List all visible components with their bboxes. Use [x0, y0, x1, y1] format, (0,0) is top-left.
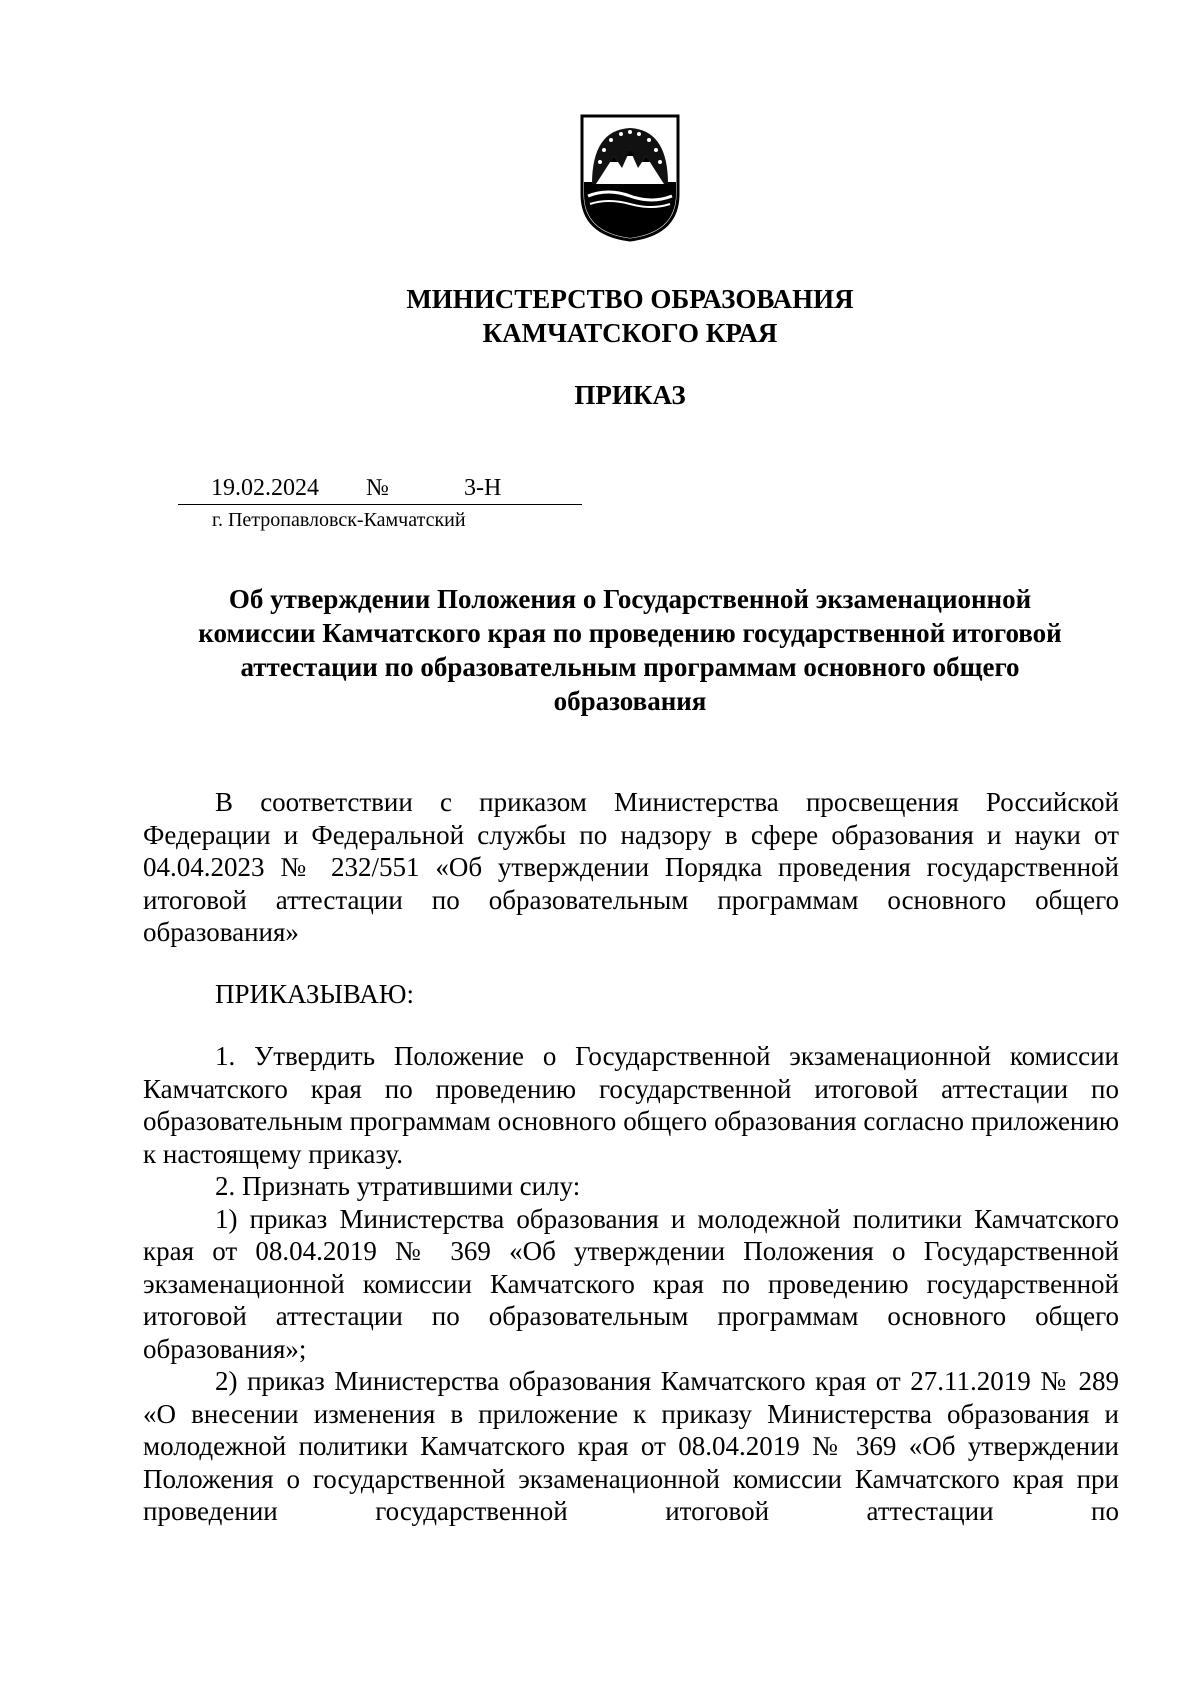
- order-word-block: [143, 978, 1119, 1011]
- item-2-2: 2) приказ Министерства образования Камчатского края от 27.11.2019 № 289 «О внесении изменения в приложение к приказу Министерства образования и молодежной политики Камчатского края от 08.04.2019 № 369 «Об утверждении Положения о государственной экзаменационной комиссии Камчатского края при проведении государственной итоговой аттестации по: [143, 1366, 1119, 1526]
- item-2: 2. Признать утратившими силу:: [215, 1171, 581, 1201]
- document-subject: [170, 582, 1090, 718]
- subject-line-4: образования: [553, 686, 707, 716]
- ministry-line-2: КАМЧАТСКОГО КРАЯ: [482, 318, 778, 348]
- date-number-line: [178, 474, 582, 505]
- order-items: [143, 1040, 1119, 1528]
- intro-paragraph: В соответствии с приказом Министерства просвещения Российской Федерации и Федеральной службы по надзору в сфере образования и науки от 04.04.2023 № 232/551 «Об утверждении Порядка проведения государственной итоговой аттестации по образовательным программам основного общего образования»: [143, 787, 1119, 947]
- document-type: ПРИКАЗ: [574, 380, 686, 410]
- intro-paragraph-block: [143, 786, 1119, 949]
- item-2-1: 1) приказ Министерства образования и молодежной политики Камчатского края от 08.04.2019 № 369 «Об утверждении Положения о Государственной экзаменационной комиссии Камчатского края по проведению государственной итоговой аттестации по образовательным программам основного общего образования»;: [143, 1203, 1119, 1364]
- document-date: 19.02.2024: [211, 475, 319, 501]
- ministry-name: [200, 282, 1060, 350]
- coat-of-arms-icon: [578, 112, 682, 244]
- subject-line-3: аттестации по образовательным программам основного общего: [240, 652, 1020, 682]
- order-word: ПРИКАЗЫВАЮ:: [215, 979, 414, 1009]
- city: г. Петропавловск-Камчатский: [212, 509, 466, 531]
- subject-line-2: комиссии Камчатского края по проведению государственной итоговой: [198, 618, 1062, 648]
- item-1: 1. Утвердить Положение о Государственной экзаменационной комиссии Камчатского края по проведению государственной итоговой аттестации по образовательным программам основного общего образования согласно приложению к настоящему приказу.: [143, 1041, 1119, 1169]
- subject-line-1: Об утверждении Положения о Государственной экзаменационной: [228, 584, 1032, 614]
- ministry-line-1: МИНИСТЕРСТВО ОБРАЗОВАНИЯ: [406, 284, 854, 314]
- number-sign: №: [366, 475, 389, 501]
- document-number: 3-Н: [464, 475, 502, 501]
